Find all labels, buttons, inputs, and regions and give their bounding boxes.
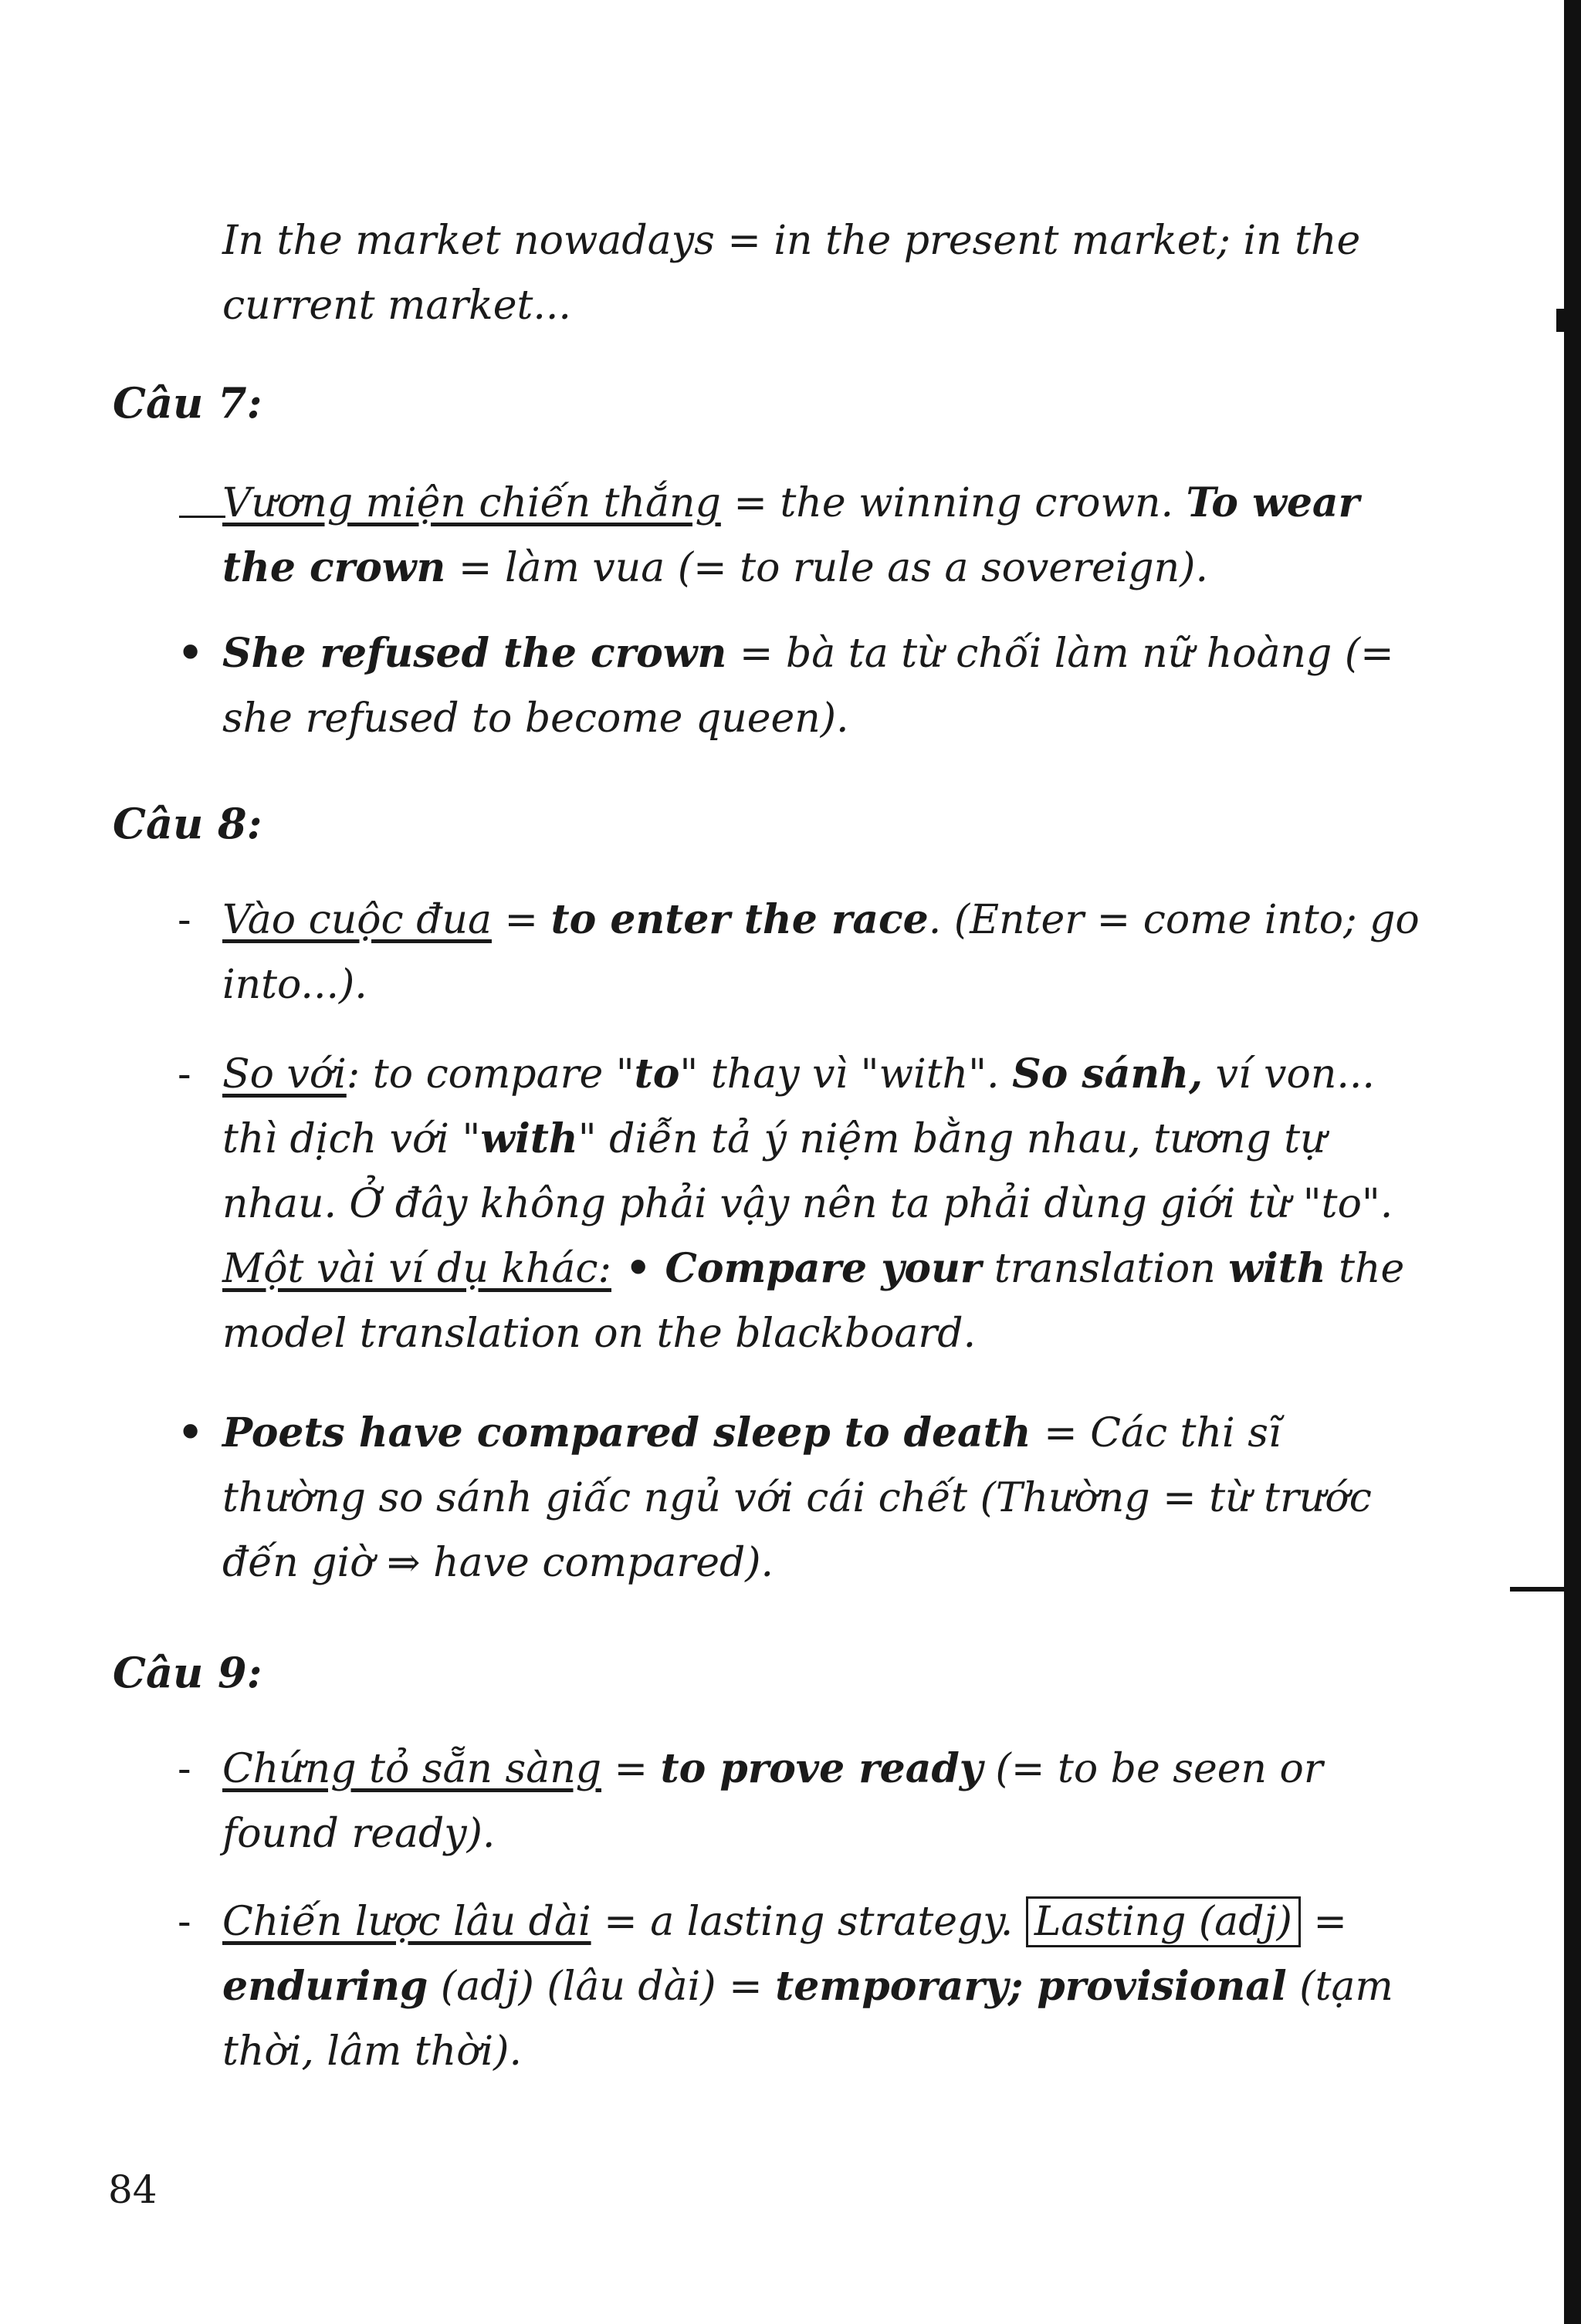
bullet-icon: • — [178, 630, 204, 677]
cau8-p2-t4: " diễn tả ý niệm bằng nhau, tương tự nhau. Ở đây không phải vậy nên ta phải dùng giới từ "to". — [222, 1116, 1393, 1227]
cau9-p1-eq: = — [601, 1746, 661, 1792]
intro-paragraph — [222, 208, 1427, 338]
cau7-p2-rest: = bà ta từ chối làm nữ hoàng (= she refused to become queen). — [222, 631, 1394, 742]
term-vuong-mien: Vương miện chiến thắng — [222, 480, 721, 526]
cau9-p2-t2: = — [1300, 1899, 1347, 1945]
cau8-p2-t2: " thay vì "with". — [679, 1051, 1013, 1098]
heading-cau-9: Câu 9: — [113, 1648, 262, 1697]
cau8-p2-b4: • Compare your — [611, 1245, 982, 1292]
cau9-p2-b2: temporary; provisional — [775, 1963, 1287, 2010]
cau7-p1-bold: To wear the crown — [222, 479, 1359, 591]
page-number: 84 — [108, 2167, 157, 2212]
cau8-paragraph-1 — [178, 888, 1427, 1017]
term-chien-luoc: Chiến lược lâu dài — [222, 1899, 591, 1945]
cau8-paragraph-3 — [178, 1401, 1427, 1595]
cau8-p1-eq: = — [491, 897, 551, 943]
cau8-p3-rest: = Các thi sĩ thường so sánh giấc ngủ với cái chết (Thường = từ trước đến giờ ⇒ have compared). — [222, 1410, 1372, 1586]
cau8-p2-t1: : to compare " — [346, 1051, 635, 1098]
cau7-p1-eq: = the winning crown. — [720, 480, 1187, 526]
term-chung-to-san-sang: Chứng tỏ sẵn sàng — [222, 1746, 601, 1792]
dash-marker: - — [178, 1051, 191, 1098]
leading-rule — [179, 516, 225, 518]
cau8-p2-t5: translation — [981, 1246, 1229, 1292]
heading-cau-8: Câu 8: — [113, 799, 262, 848]
cau7-paragraph-1 — [222, 471, 1427, 600]
cau7-paragraph-2 — [178, 621, 1427, 751]
cau8-p2-b3: with — [480, 1115, 578, 1162]
cau8-p2-b1: to — [634, 1050, 680, 1098]
cau8-p1-rest: . (Enter = come into; go into...). — [222, 897, 1420, 1008]
cau8-p2-b2: So sánh, — [1012, 1050, 1204, 1098]
cau9-p2-t1: = a lasting strategy. — [591, 1899, 1026, 1945]
cau9-p2-t3: (adj) (lâu dài) = — [428, 1964, 776, 2010]
cau8-p1-bold: to enter the race — [550, 896, 929, 943]
cau8-p2-b5: with — [1228, 1245, 1326, 1292]
cau8-p2-t3: ví von... thì dịch với " — [222, 1051, 1375, 1162]
term-vao-cuoc-dua: Vào cuộc đua — [222, 897, 492, 943]
cau9-p2-b1: enduring — [222, 1963, 428, 2010]
term-so-voi: So với — [222, 1051, 347, 1098]
dash-marker: - — [178, 897, 191, 943]
cau9-paragraph-2 — [178, 1889, 1427, 2084]
boxed-term: Lasting (adj) — [1026, 1896, 1301, 1947]
cau7-p2-bold: She refused the crown — [222, 630, 727, 677]
cau7-p1-rest: = làm vua (= to rule as a sovereign). — [445, 545, 1208, 591]
intro-text: In the market nowadays = in the present market; in the current market... — [222, 218, 1361, 329]
cau8-paragraph-2 — [178, 1042, 1427, 1366]
cau9-p1-rest: (= to be seen or found ready). — [222, 1746, 1323, 1857]
example-label: Một vài ví dụ khác: — [222, 1246, 612, 1292]
dash-marker: - — [178, 1746, 191, 1792]
cau8-p3-bold: Poets have compared sleep to death — [222, 1409, 1031, 1456]
heading-cau-7: Câu 7: — [113, 378, 262, 428]
bullet-icon: • — [178, 1409, 204, 1456]
cau9-paragraph-1 — [178, 1737, 1427, 1866]
cau9-p2-t4: (tạm thời, lâm thời). — [222, 1964, 1393, 2075]
dash-marker: - — [178, 1899, 191, 1945]
cau9-p1-bold: to prove ready — [660, 1745, 983, 1792]
cau8-p2-t6: the model translation on the blackboard. — [222, 1246, 1405, 1357]
